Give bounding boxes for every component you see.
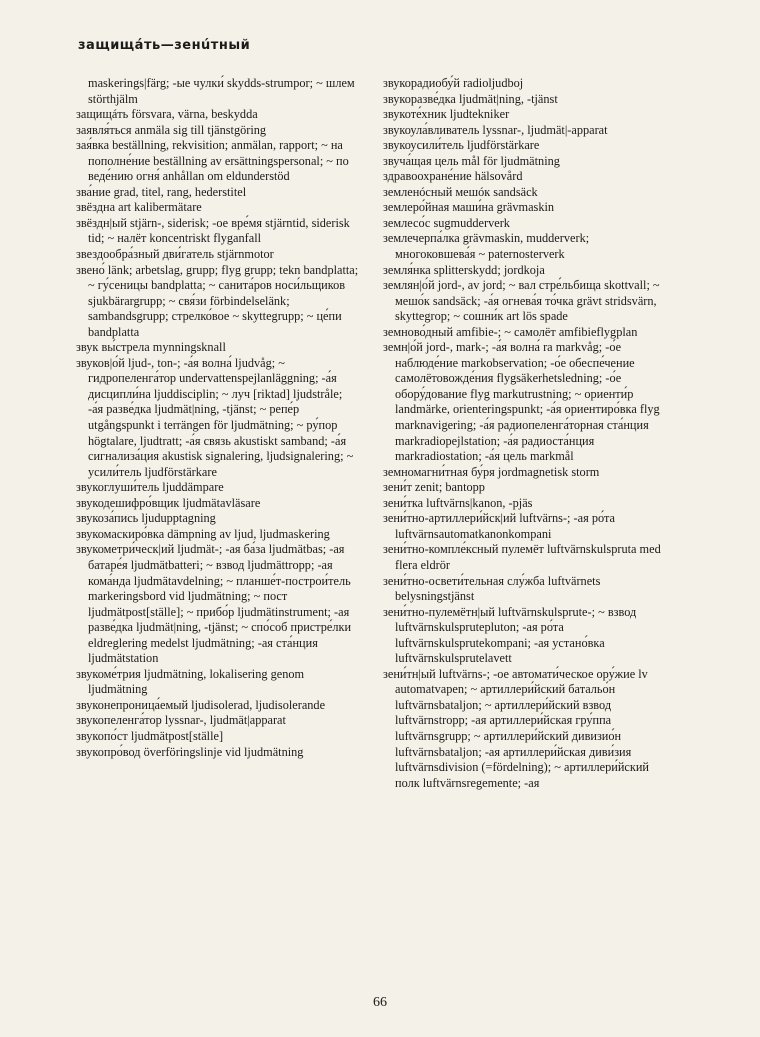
dictionary-entry: звёздна art kalibermätare — [76, 200, 202, 215]
dictionary-entry: зени́тно-пулемётн|ый luftvärnskulsprute-; ~ взвод luftvärnskulsprutepluton; -ая ро́та luftvärnskulsprutekompani; -ая устано́вка luftvärnskulsprutelavett — [383, 604, 637, 666]
dictionary-entry: звук вы́стрела mynningsknall — [76, 340, 226, 355]
dictionary-entry: звукомаскиро́вка dämpning av ljud, ljudmaskering — [76, 526, 330, 541]
dictionary-entry: зени́тно-артиллери́йск|ий luftvärns-; -ая ро́та luftvärnsautomatkanonkompani — [383, 511, 615, 541]
dictionary-entry: звёздн|ый stjärn-, siderisk; -ое вре́мя stjärntid, siderisk tid; ~ налёт koncentriskt flyganfall — [76, 215, 350, 246]
dictionary-entry: земномагни́тная бу́ря jordmagnetisk storm — [383, 464, 600, 479]
dictionary-entry: землесо́с sugmudderverk — [383, 215, 510, 230]
dictionary-entry: зени́тка luftvärns|kanon, -pjäs — [383, 495, 533, 510]
dictionary-entry: maskerings|färg; -ые чулки́ skydds-strumpor; ~ шлем störthjälm — [88, 76, 355, 106]
dictionary-entry: звукоразве́дка ljudmät|ning, -tjänst — [383, 91, 558, 106]
dictionary-entry: звукопо́ст ljudmätpost[ställe] — [76, 728, 224, 743]
dictionary-entry: звукоте́хник ljudtekniker — [383, 107, 510, 122]
dictionary-entry: зени́тно-компле́ксный пулемёт luftvärnskulspruta med flera eldrör — [383, 542, 661, 572]
left-column — [76, 76, 359, 760]
dictionary-entry: здравоохране́ние hälsovård — [383, 169, 523, 184]
dictionary-entry: звуконепроница́емый ljudisolerad, ljudisolerande — [76, 697, 326, 712]
dictionary-entry: звукорадиобу́й radioljudboj — [383, 76, 524, 90]
dictionary-entry: землечерпа́лка grävmaskin, mudderverk; многоковшева́я ~ paternosterverk — [383, 231, 590, 262]
dictionary-entry: зва́ние grad, titel, rang, hederstitel — [76, 184, 247, 199]
dictionary-entry: звуча́щая цель mål för ljudmätning — [383, 153, 560, 168]
dictionary-entry: зени́тно-освети́тельная слу́жба luftvärnets belysningstjänst — [383, 573, 601, 604]
dictionary-entry: землян|о́й jord-, av jord; ~ вал стре́льбища skottvall; ~ мешо́к sandsäck; -а́я огнева́я то́чка grävt stridsvärn, skyttegrop; ~ сошни́к art lös spade — [383, 278, 660, 324]
dictionary-entry: звездообра́зный дви́гатель stjärnmotor — [76, 247, 274, 262]
dictionary-entry: земн|о́й jord-, mark-; -а́я волна́ ra markvåg; -о́е наблюде́ние markobservation; -о́е обеспе́чение самолётовожде́ния flygsäkerhetsledning; -о́е обору́дование flyg markutrustning; ~ ориенти́р landmärke, orienteringspunkt; -а́я ориентиро́вка flyg marknavigering; -а́я радиопеленга́торная ста́нция markradiopejlstation; -а́я радиоста́нция markradiostation; -а́я цель markmål — [383, 340, 660, 464]
dictionary-entry: земля́нка splitterskydd; jordkoja — [383, 262, 545, 277]
dictionary-entry: звукопеленга́тор lyssnar-, ljudmät|apparat — [76, 713, 286, 728]
dictionary-entry: звукометри́ческ|ий ljudmät-; -ая ба́за ljudmätbas; -ая батаре́я ljudmätbatteri; ~ взвод ljudmättropp; -ая кома́нда ljudmätavdelning; ~ планше́т-построи́тель markeringsbord vid ljudmätning; ~ пост ljudmätpost[ställe]; ~ прибо́р ljudmätinstrument; -ая разве́дка ljudmät|ning, -tjänst; ~ спо́соб пристре́лки eldreglering medelst ljudmätning; -ая ста́нция ljudmätstation — [76, 542, 352, 666]
dictionary-entry: защищáть försvara, värna, beskydda — [76, 107, 258, 122]
dictionary-entry: звуков|о́й ljud-, ton-; -а́я волна́ ljudvåg; ~ гидропеленга́тор undervattenspejlanläggning; -а́я дисципли́на ljuddisciplin; ~ луч [riktad] ljudstråle; -а́я разве́дка ljudmät|ning, -tjänst; ~ репе́р utgångspunkt i terrängen för ljudmätning; ~ ру́пор högtalare, ljudtratt; -а́я связь akustiskt samband; -а́я сигнализа́ция akustisk signalering, ljudsignalering; ~ усили́тель ljudförstärkare — [76, 355, 354, 479]
dictionary-entry: звукоме́трия ljudmätning, lokalisering genom ljudmätning — [76, 666, 305, 697]
right-column — [383, 76, 666, 791]
dictionary-entry: звукоглуши́тель ljuddämpare — [76, 480, 224, 495]
dictionary-entry: звукоза́пись ljudupptagning — [76, 511, 216, 526]
dictionary-entry: землеро́йная маши́на grävmaskin — [383, 200, 555, 215]
dictionary-entry: звукопро́вод överföringslinje vid ljudmätning — [76, 744, 304, 759]
dictionary-entry: земленóсный мешóк sandsäck — [383, 184, 538, 199]
running-header: защищáть—зенúтный — [78, 38, 251, 53]
page-number: 66 — [373, 995, 387, 1010]
dictionary-entry: заявля́ться anmäla sig till tjänstgöring — [76, 122, 267, 137]
dictionary-entry: зени́т zenit; bantopp — [383, 480, 485, 495]
dictionary-entry: зая́вка beställning, rekvisition; anmälan, rapport; ~ на пополне́ние beställning av ersättningspersonal; ~ по веде́нию огня́ anhållan om eldunderstöd — [76, 138, 349, 184]
dictionary-entry: земново́дный amfibie-; ~ самолёт amfibieflygplan — [383, 324, 638, 339]
dictionary-entry: звукоусили́тель ljudförstärkare — [383, 138, 540, 153]
dictionary-entry: звукоула́вливатель lyssnar-, ljudmät|-apparat — [383, 122, 608, 137]
dictionary-entry: зени́тн|ый luftvärns-; -ое автомати́ческое ору́жие lv automatvapen; ~ артиллери́йский батальо́н luftvärnsbataljon; ~ артиллери́йский взвод luftvärnstropp; -ая артиллери́йская гру́ппа luftvärnsgrupp; ~ артиллери́йский дивизио́н luftvärnsbataljon; -ая артиллери́йская диви́зия luftvärnsdivision (=fördelning); ~ артиллери́йский полк luftvärnsregemente; -ая — [383, 666, 650, 790]
dictionary-entry: звено́ länk; arbetslag, grupp; flyg grupp; tekn bandplatta; ~ гу́сеницы bandplatta; ~ санита́ров носи́льщиков sjukbärargrupp; ~ свя́зи förbindelselänk; sambandsgrupp; стрелко́вое ~ skyttegrupp; ~ це́пи bandplatta — [76, 262, 359, 339]
dictionary-entry: звукодешифро́вщик ljudmätavläsare — [76, 495, 261, 510]
